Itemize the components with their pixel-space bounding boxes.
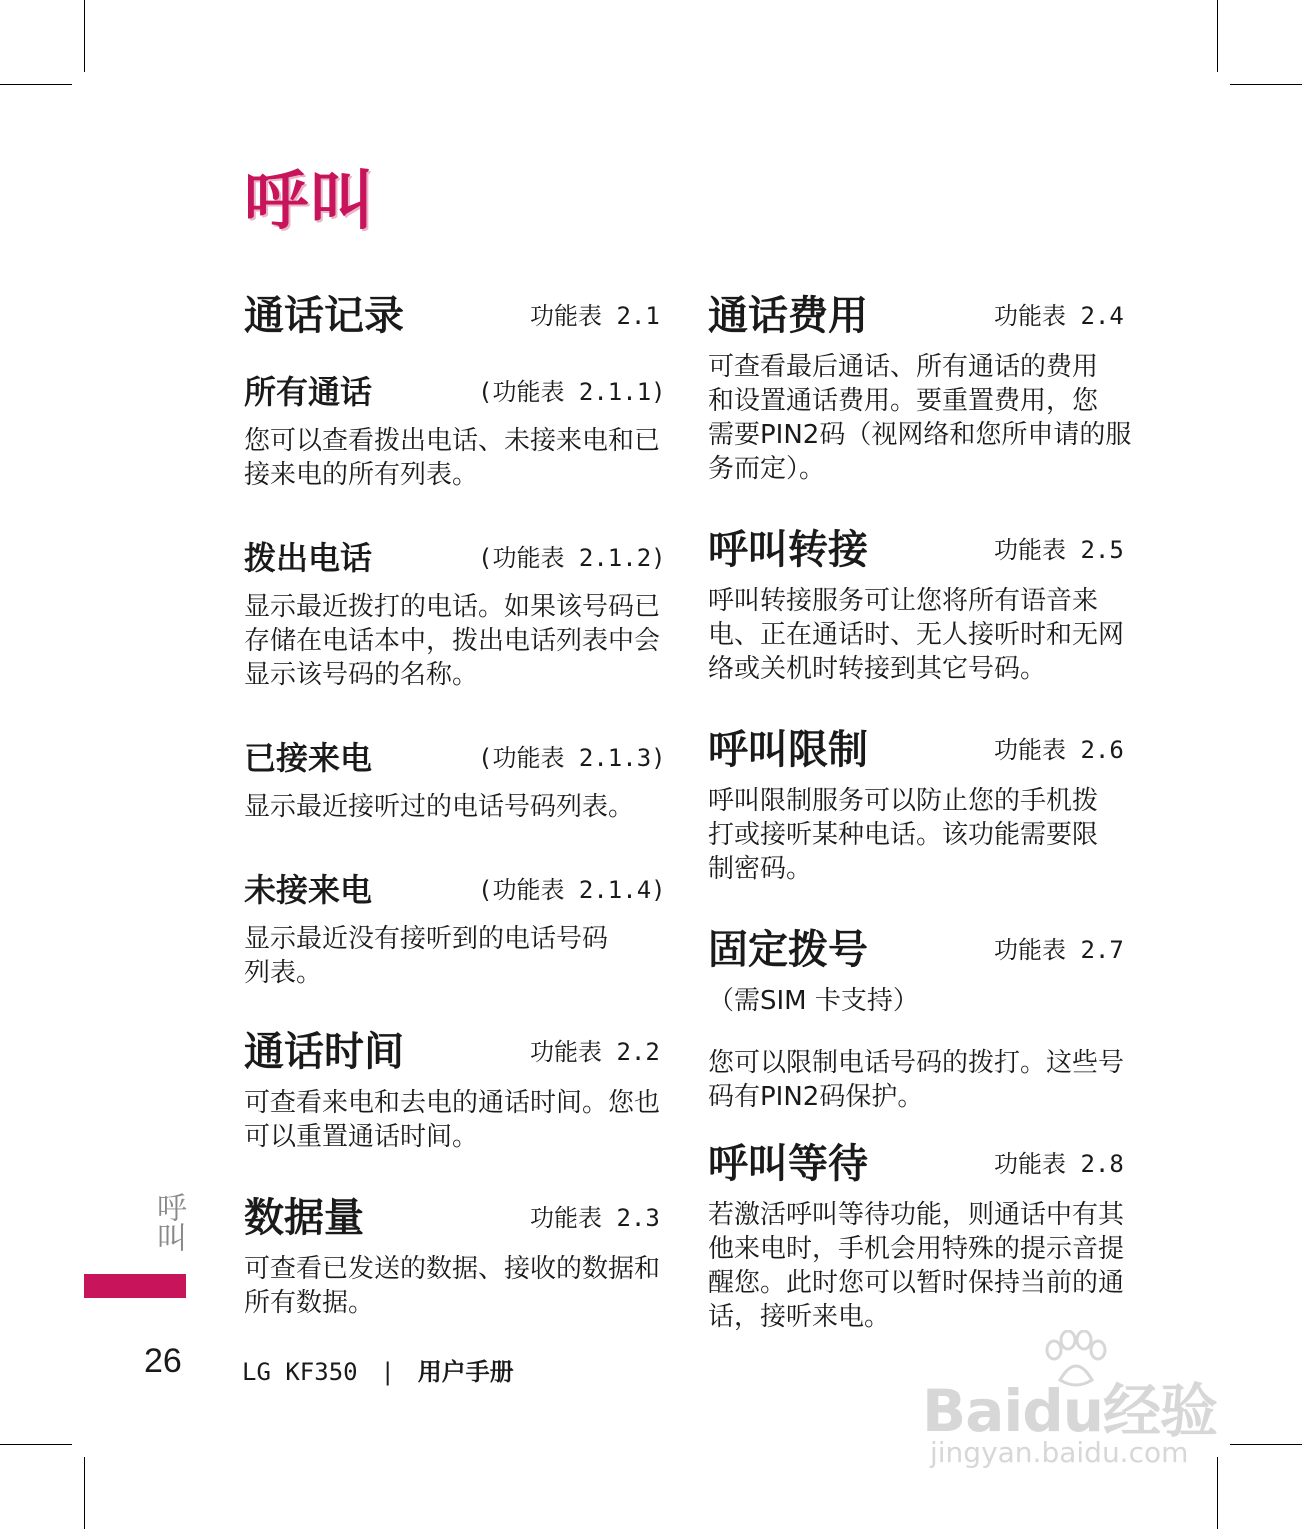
section-call-waiting [708,1136,1138,1334]
section-heading: 拨出电话 [244,539,373,577]
section-body: 可查看已发送的数据、接收的数据和 所有数据。 [244,1254,661,1318]
crop-mark [0,1444,72,1445]
crop-mark [84,0,85,72]
section-body: 可查看最后通话、所有通话的费用 和设置通话费用。要重置费用，您 需要PIN2码（视网络和您所申请的服 务而定）。 [708,352,1132,484]
crop-mark [1230,84,1302,85]
menu-reference: 功能表 2.7 [994,936,1124,964]
section-header [708,1136,1138,1192]
baidu-watermark [922,1330,1222,1480]
section-heading: 呼叫等待 [708,1141,868,1187]
watermark-text: Baidu经验 [922,1377,1218,1445]
section-heading: 呼叫限制 [708,727,868,773]
section-heading: 未接来电 [244,871,373,909]
section-data-volume [244,1190,674,1320]
section-body: 显示最近接听过的电话号码列表。 [244,792,635,822]
footer-separator: | [383,1358,392,1386]
section-received-calls [244,730,674,824]
section-heading: 数据量 [244,1195,364,1241]
menu-reference: 功能表 2.3 [530,1204,660,1232]
footer-manual-title: 用户手册 [417,1358,514,1386]
section-header [708,522,1138,578]
section-heading: 通话费用 [708,293,868,339]
section-header [244,730,674,786]
section-heading: 所有通话 [244,373,373,411]
menu-reference: (功能表 2.1.1) [478,378,666,406]
section-header [708,722,1138,778]
section-call-log [244,288,664,344]
footer [242,1352,514,1387]
crop-mark [0,84,72,85]
section-body: 显示最近拨打的电话。如果该号码已 存储在电话本中，拨出电话列表中会 显示该号码的名称。 [244,592,661,690]
section-all-calls [244,364,674,492]
section-body: 您可以限制电话号码的拨打。这些号 码有PIN2码保护。 [708,1048,1125,1112]
menu-reference: 功能表 2.8 [994,1150,1124,1178]
menu-reference: 功能表 2.6 [994,736,1124,764]
menu-reference: 功能表 2.5 [994,536,1124,564]
section-body: 若激活呼叫等待功能，则通话中有其 他来电时，手机会用特殊的提示音提 醒您。此时您可以暂时保持当前的通 话，接听来电。 [708,1200,1125,1332]
section-dialed-calls [244,530,674,692]
section-body: 呼叫转接服务可让您将所有语音来 电、正在通话时、无人接听时和无网 络或关机时转接到其它号码。 [708,586,1125,684]
chapter-side-tab: 呼叫 [151,1192,186,1252]
menu-reference: (功能表 2.1.2) [478,544,666,572]
section-header [244,1190,674,1246]
section-heading: 呼叫转接 [708,527,868,573]
menu-reference: (功能表 2.1.3) [478,744,666,772]
section-header [244,530,674,586]
chapter-color-bar [84,1274,186,1298]
menu-reference: 功能表 2.4 [994,302,1124,330]
section-body: 您可以查看拨出电话、未接来电和已 接来电的所有列表。 [244,426,661,490]
section-header [708,288,1138,344]
section-body: 可查看来电和去电的通话时间。您也 可以重置通话时间。 [244,1088,661,1152]
footer-model: LG KF350 [242,1358,358,1386]
section-heading: 固定拨号 [708,927,868,973]
section-body: 呼叫限制服务可以防止您的手机拨 打或接听某种电话。该功能需要限 制密码。 [708,786,1099,884]
menu-reference: 功能表 2.1 [530,302,660,330]
section-header [244,862,674,918]
section-heading: 通话时间 [244,1029,404,1075]
section-header [244,288,664,344]
menu-reference: 功能表 2.2 [530,1038,660,1066]
crop-mark [84,1457,85,1529]
section-header [244,364,674,420]
section-call-cost [708,288,1138,486]
section-heading: 已接来电 [244,739,373,777]
page-title: 呼叫 [244,164,376,239]
menu-reference: (功能表 2.1.4) [478,876,666,904]
section-header [708,922,1138,978]
watermark-url: jingyan.baidu.com [930,1436,1189,1469]
crop-mark [1230,1444,1302,1445]
section-call-duration [244,1024,674,1154]
section-heading: 通话记录 [244,293,404,339]
section-call-barring [708,722,1138,886]
section-header [244,1024,674,1080]
crop-mark [1217,0,1218,72]
section-body: 显示最近没有接听到的电话号码 列表。 [244,924,609,988]
section-note: （需SIM 卡支持） [708,986,919,1016]
page-number: 26 [144,1342,182,1380]
section-fixed-dialing [708,922,1138,1114]
section-missed-calls [244,862,674,990]
section-call-divert [708,522,1138,686]
